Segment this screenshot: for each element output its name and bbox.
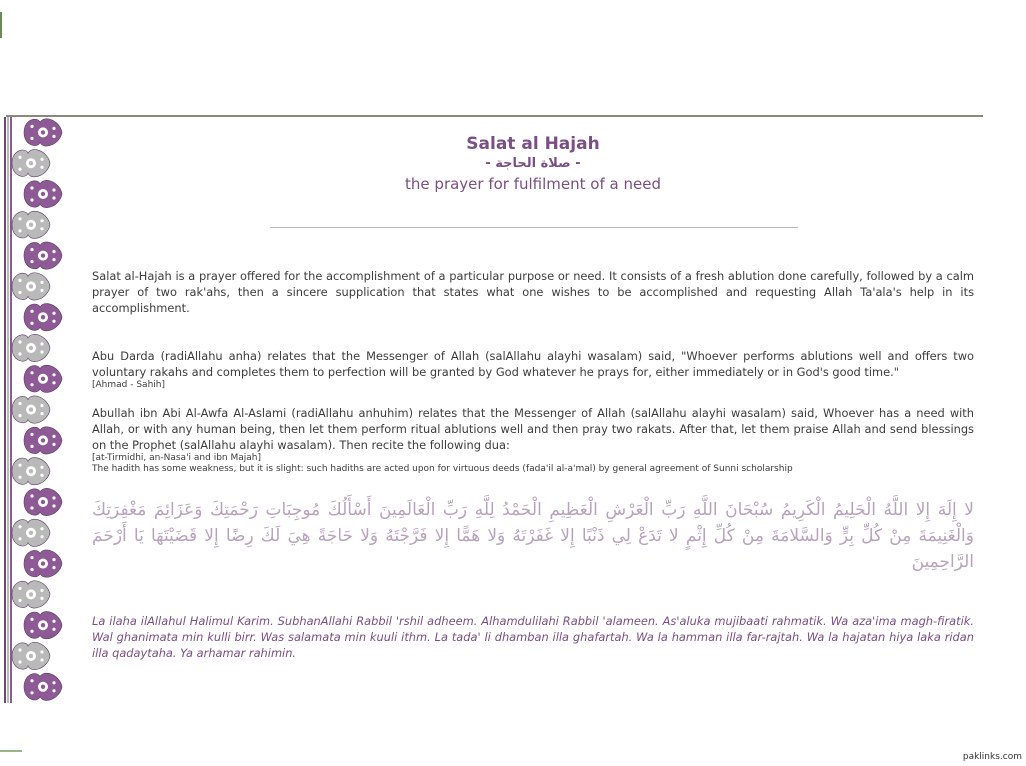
border-motif: [24, 427, 62, 454]
page-title: Salat al Hajah: [466, 134, 600, 154]
border-motif: [12, 581, 50, 608]
border-motif: [24, 119, 62, 146]
intro-paragraph: Salat al-Hajah is a prayer offered for the accomplishment of a particular purpose or need. It consists of a fresh ablution done carefully, followed by a calm prayer of two rak'ahs, then a sincere supplication that states what one wishes to be accomplished and requesting Allah Ta'ala's help in its accomplishment.: [92, 269, 974, 315]
dua-transliteration: La ilaha ilAllahul Halimul Karim. SubhanAllahi Rabbil 'rshil adheem. Alhamdulilahi Rabbil 'alameen. As'aluka mujibaati rahmatik. Wa aza'ima magh-firatik. Wal ghanimata min kulli birr. Was salamata min kuuli ithm. La tada' li dhamban illa ghafartah. Wa la hamman illa far-rajtah. Wa la hajatan hiya laka ridan illa qadaytaha. Ya arhamar rahimin.: [92, 614, 974, 660]
border-motif: [12, 519, 50, 546]
divider: [270, 227, 798, 228]
border-motif: [12, 396, 50, 423]
hadith-paragraph-2: [92, 405, 974, 475]
left-edge-mark: [0, 12, 2, 38]
dua-arabic: لا إِلَهَ إِلا اللَّهُ الْحَلِيمُ الْكَرِيمُ سُبْحَانَ اللَّهِ رَبِّ الْعَرْشِ الْعَظِيمِ الْحَمْدُ لِلَّهِ رَبِّ الْعَالَمِينَ أَسْأَلُكَ مُوجِبَاتِ رَحْمَتِكَ وَعَزَائِمَ مَغْفِرَتِكَ وَالْغَنِيمَةَ مِنْ كُلِّ بِرٍّ وَالسَّلامَةَ مِنْ كُلِّ إِثْمٍ لا تَدَعْ لِي ذَنْبًا إِلا غَفَرْتَهُ وَلا هَمًّا إِلا فَرَّجْتَهُ وَلا حَاجَةً هِيَ لَكَ رِضًا إِلا قَضَيْتَهَا يَا أَرْحَمَ الرَّاحِمِينَ: [92, 500, 974, 572]
border-motif: [12, 642, 50, 669]
hadith-1-source: [Ahmad - Sahih]: [92, 380, 165, 390]
border-bar: [7, 117, 9, 703]
border-motif: [24, 304, 62, 331]
border-motif: [12, 211, 50, 238]
ornamental-border: [4, 117, 66, 703]
site-watermark: paklinks.com: [962, 752, 1022, 762]
hadith-2-note: The hadith has some weakness, but it is slight: such hadiths are acted upon for virtuous deeds (fada'il al-a'mal) by general agreement of Sunni scholarship: [92, 464, 793, 474]
border-motif: [24, 612, 62, 639]
bottom-edge-mark: [0, 750, 22, 752]
page-subtitle: the prayer for fulfilment of a need: [405, 175, 661, 193]
border-motif: [12, 273, 50, 300]
border-bar: [10, 117, 12, 703]
border-motif: [12, 334, 50, 361]
border-motif: [24, 550, 62, 577]
hadith-2-source: [at-Tirmidhi, an-Nasa'i and ibn Majah]: [92, 453, 261, 463]
border-motif: [12, 150, 50, 177]
border-motif: [24, 673, 62, 700]
arabic-subtitle: - صلاة الحاجة -: [485, 156, 581, 171]
title-block: [92, 133, 974, 195]
border-motif: [12, 458, 50, 485]
main-content: [92, 117, 974, 661]
hadith-paragraph-1: [92, 348, 974, 391]
border-motif: [24, 180, 62, 207]
hadith-1-text: Abu Darda (radiAllahu anha) relates that the Messenger of Allah (salAllahu alayhi wasalam) said, "Whoever performs ablutions well and offers two voluntary rakahs and completes them to perfection will be granted by God whatever he prays for, either immediately or in God's good time.": [92, 349, 974, 379]
border-motif: [24, 365, 62, 392]
border-motif: [24, 242, 62, 269]
border-motif: [24, 488, 62, 515]
hadith-2-text: Abullah ibn Abi Al-Awfa Al-Aslami (radiAllahu anhuhim) relates that the Messenger of Allah (salAllahu alayhi wasalam) said, Whoever has a need with Allah, or with any human being, then let them perform ritual ablutions well and then pray two rakats. After that, let them praise Allah and send blessings on the Prophet (salAllahu alayhi wasalam). Then recite the following dua:: [92, 406, 974, 452]
border-bar: [4, 117, 6, 703]
